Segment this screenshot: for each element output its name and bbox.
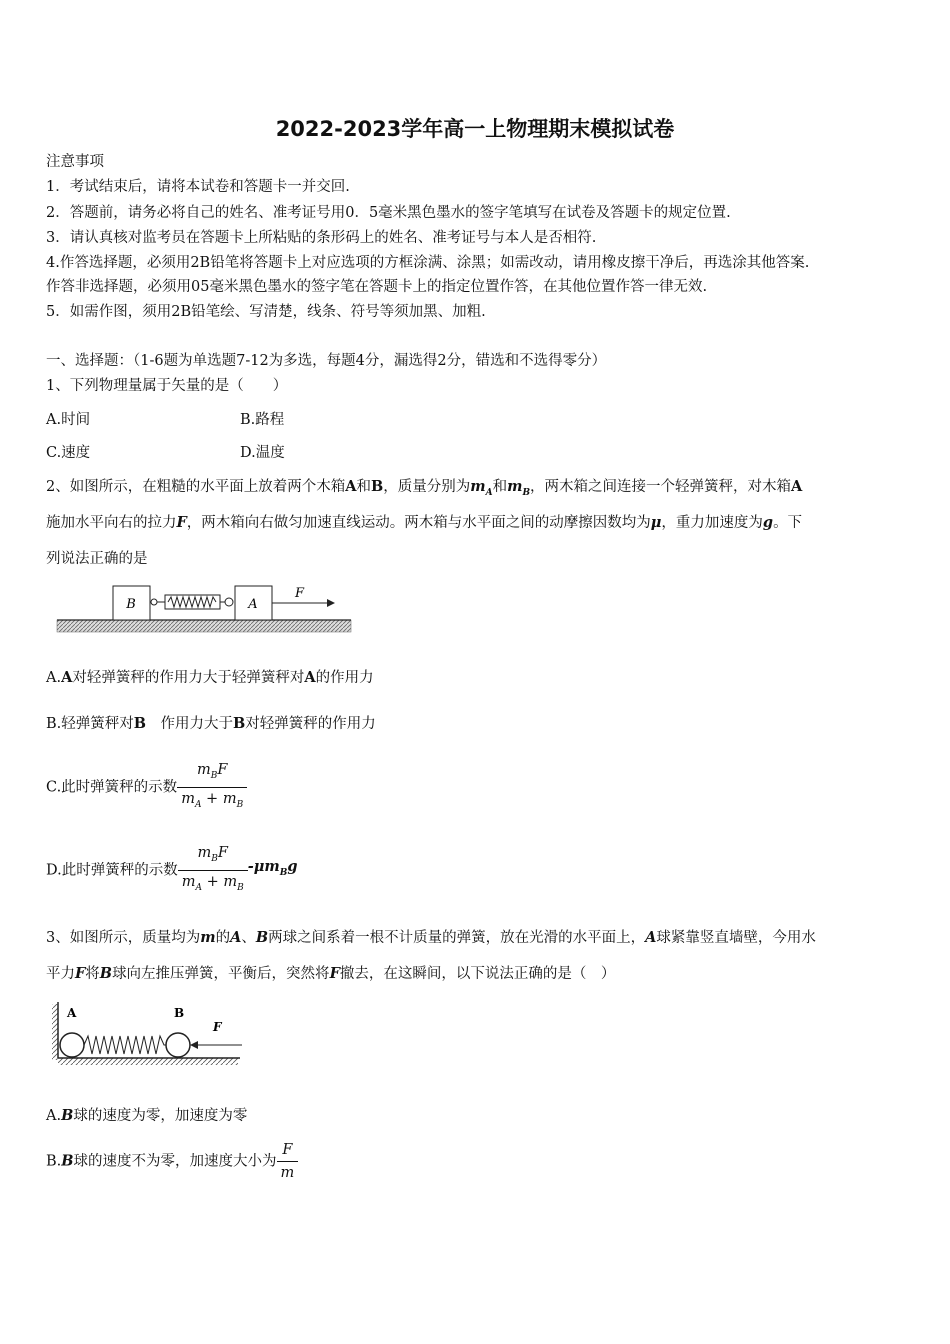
label-f: F: [213, 1020, 222, 1034]
q3-option-b: B.B球的速度不为零，加速度大小为 $\frac{F}{m}$: [46, 1140, 298, 1183]
ball-a: [60, 1033, 84, 1057]
notice-item-3: 3．请认真核对监考员在答题卡上所粘贴的条形码上的姓名、准考证号与本人是否相符.: [46, 230, 597, 246]
q1-option-c: C.速度: [46, 445, 91, 461]
force-arrow-head: [327, 599, 335, 607]
notice-heading: 注意事项: [46, 154, 104, 170]
q2-option-c-fraction: $\frac{m_BF}{m_A + m_B}$: [177, 760, 247, 815]
force-arrow-head: [190, 1041, 198, 1049]
label-b: B: [174, 1006, 185, 1020]
label-a: A: [67, 1006, 77, 1020]
section-heading: 一、选择题：（1-6题为单选题7-12为多选，每题4分，漏选得2分，错选和不选得零分）: [46, 353, 607, 369]
hook-right: [225, 598, 233, 606]
q1-option-b: B.路程: [240, 412, 285, 428]
notice-item-5: 5．如需作图，须用2B铅笔绘、写清楚，线条、符号等须加黑、加粗.: [46, 304, 486, 320]
q3-option-a: A.B球的速度为零，加速度为零: [46, 1107, 248, 1124]
box-a-label: A: [248, 597, 258, 612]
q1-option-d: D.温度: [240, 445, 285, 461]
q1-stem: 1、下列物理量属于矢量的是（ ）: [46, 378, 288, 394]
q2-option-d-fraction: $\frac{m_BF}{m_A + m_B}$: [178, 843, 248, 898]
notice-item-1: 1．考试结束后，请将本试卷和答题卡一并交回.: [46, 179, 350, 195]
q3-option-b-fraction: $\frac{F}{m}$: [277, 1140, 299, 1183]
q2-option-b: B.轻弹簧秤对B 作用力大于B对轻弹簧秤的作用力: [46, 715, 376, 732]
box-b-label: B: [126, 597, 136, 612]
q2-figure: [55, 580, 355, 636]
notice-item-2: 2．答题前，请务必将自己的姓名、准考证号用0．5毫米黑色墨水的签字笔填写在试卷及答题卡的规定位置.: [46, 205, 731, 221]
q3-stem-line1: 3、如图所示，质量均为m的A、B两球之间系着一根不计质量的弹簧，放在光滑的水平面上，A球紧靠竖直墙壁，今用水: [46, 929, 816, 946]
q2-stem-line3: 列说法正确的是: [46, 551, 148, 567]
spring: [84, 1036, 166, 1054]
floor-hatch: [58, 1058, 238, 1065]
notice-item-4b: 作答非选择题，必须用05毫米黑色墨水的签字笔在答题卡上的指定位置作答，在其他位置作答一律无效.: [46, 279, 708, 295]
q2-option-c: C.此时弹簧秤的示数 $\frac{m_BF}{m_A + m_B}$: [46, 760, 247, 815]
q2-option-d: D.此时弹簧秤的示数 $\frac{m_BF}{m_A + m_B}$ $-\mu m_Bg$: [46, 843, 297, 898]
q2-option-a: A.A对轻弹簧秤的作用力大于轻弹簧秤对A的作用力: [46, 669, 374, 686]
force-label: F: [295, 586, 305, 601]
q2-stem-line2: 施加水平向右的拉力F，两木箱向右做匀加速直线运动。两木箱与水平面之间的动摩擦因数均为μ，重力加速度为g。下: [46, 514, 803, 531]
hook-left: [151, 599, 157, 605]
q3-stem-line2: 平力F将B球向左推压弹簧，平衡后，突然将F撤去，在这瞬间，以下说法正确的是（ ）: [46, 965, 616, 982]
ball-b: [166, 1033, 190, 1057]
q1-option-a: A.时间: [46, 412, 91, 428]
notice-item-4: 4.作答选择题，必须用2B铅笔将答题卡上对应选项的方框涂满、涂黑；如需改动，请用橡皮擦干净后，再选涂其他答案.: [46, 255, 810, 271]
q3-figure: [48, 998, 248, 1070]
wall-hatch: [52, 1004, 58, 1060]
q2-stem-line1: 2、如图所示，在粗糙的水平面上放着两个木箱A和B，质量分别为$m_A$和$m_B$，两木箱之间连接一个轻弹簧秤，对木箱A: [46, 478, 803, 498]
page-title: 2022-2023学年高一上物理期末模拟试卷: [275, 117, 675, 141]
ground-surface: [57, 620, 351, 632]
